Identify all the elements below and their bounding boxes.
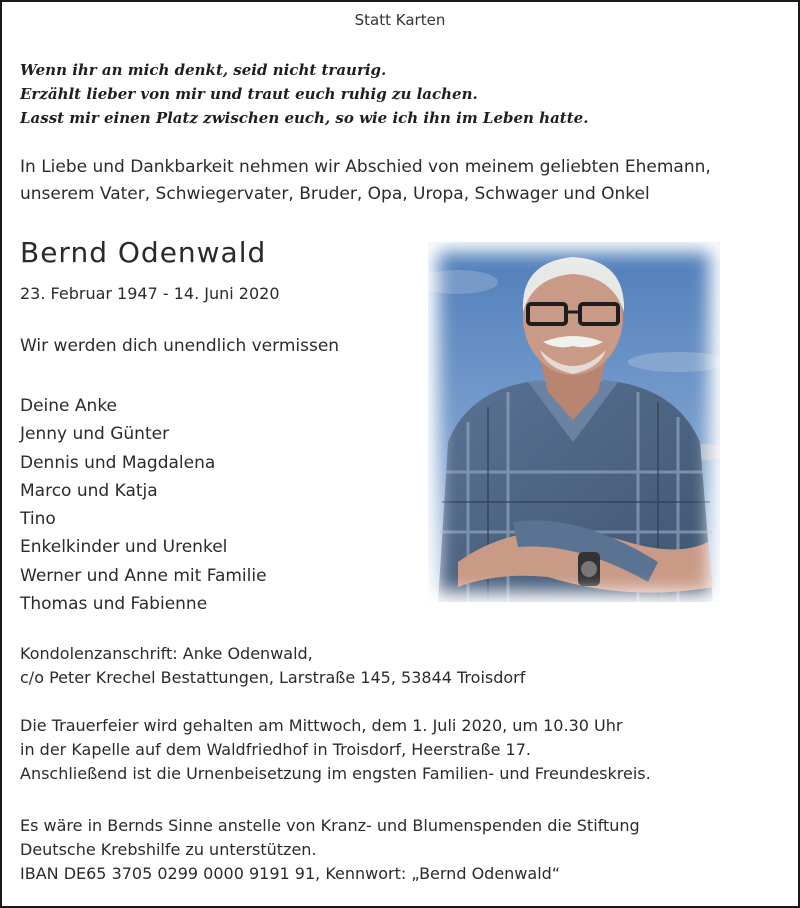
condolence-line: Kondolenzanschrift: Anke Odenwald, [20, 644, 313, 663]
intro-text [20, 154, 711, 208]
header-statt-karten: Statt Karten [354, 11, 446, 29]
verse-line: Wenn ihr an mich denkt, seid nicht traurig. [20, 61, 387, 79]
deceased-name: Bernd Odenwald [20, 236, 267, 269]
list-item: Werner und Anne mit Familie [20, 565, 267, 586]
donation-line: Deutsche Krebshilfe zu unterstützen. [20, 840, 317, 859]
intro-line: In Liebe und Dankbarkeit nehmen wir Abschied von meinem geliebten Ehemann, [20, 157, 711, 177]
donation-line: IBAN DE65 3705 0299 0000 9191 91, Kennwort: „Bernd Odenwald“ [20, 864, 561, 883]
list-item: Deine Anke [20, 396, 118, 416]
portrait-illustration [428, 242, 720, 602]
list-item: Jenny und Günter [20, 424, 170, 445]
donation-request [20, 814, 640, 886]
portrait-photo [428, 242, 720, 602]
mourners-list [20, 392, 267, 618]
ceremony-line: in der Kapelle auf dem Waldfriedhof in Troisdorf, Heerstraße 17. [20, 740, 531, 759]
donation-line: Es wäre in Bernds Sinne anstelle von Kranz- und Blumenspenden die Stiftung [20, 816, 640, 835]
list-item: Tino [20, 509, 56, 530]
memorial-verse [20, 58, 588, 130]
condolence-line: c/o Peter Krechel Bestattungen, Larstraße 145, 53844 Troisdorf [20, 668, 526, 687]
condolence-address [20, 642, 525, 690]
list-item: Enkelkinder und Urenkel [20, 537, 228, 558]
list-item: Dennis und Magdalena [20, 452, 216, 473]
miss-line: Wir werden dich unendlich vermissen [20, 336, 340, 356]
verse-line: Lasst mir einen Platz zwischen euch, so wie ich ihn im Leben hatte. [20, 109, 589, 127]
funeral-ceremony [20, 714, 651, 786]
list-item: Thomas und Fabienne [20, 594, 208, 615]
list-item: Marco und Katja [20, 480, 158, 501]
intro-line: unserem Vater, Schwiegervater, Bruder, Opa, Uropa, Schwager und Onkel [20, 184, 650, 204]
ceremony-line: Die Trauerfeier wird gehalten am Mittwoch, dem 1. Juli 2020, um 10.30 Uhr [20, 716, 623, 735]
verse-line: Erzählt lieber von mir und traut euch ruhig zu lachen. [20, 85, 478, 103]
life-dates: 23. Februar 1947 - 14. Juni 2020 [20, 284, 280, 303]
ceremony-line: Anschließend ist die Urnenbeisetzung im engsten Familien- und Freundeskreis. [20, 764, 651, 783]
